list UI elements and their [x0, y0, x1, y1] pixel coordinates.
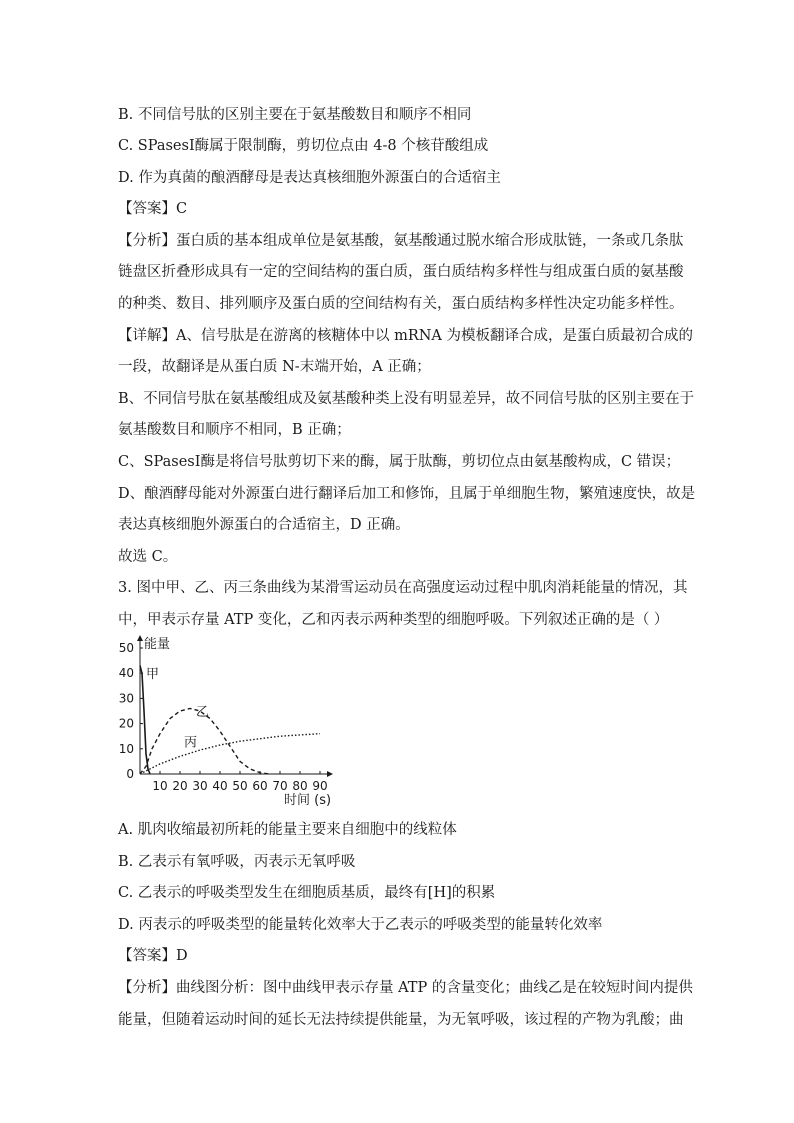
x-tick-label: 40 — [212, 779, 228, 793]
text-line: B. 不同信号肽的区别主要在于氨基酸数目和顺序不相同 — [118, 107, 472, 123]
text-line: D、酿酒酵母能对外源蛋白进行翻译后加工和修饰，且属于单细胞生物，繁殖速度快，故是 — [118, 486, 696, 502]
x-tick-label: 20 — [172, 779, 188, 793]
x-tick-label: 90 — [312, 779, 328, 793]
y-tick-label: 0 — [126, 767, 134, 781]
x-tick-label: 50 — [232, 779, 248, 793]
text-line: 的种类、数目、排列顺序及蛋白质的空间结构有关，蛋白质结构多样性决定功能多样性。 — [118, 296, 684, 312]
text-line: 一段，故翻译是从蛋白质 N-末端开始，A 正确； — [118, 359, 431, 375]
text-line: 【分析】蛋白质的基本组成单位是氨基酸，氨基酸通过脱水缩合形成肽链，一条或几条肽 — [118, 233, 684, 249]
series-line-3 — [140, 734, 320, 774]
y-axis-label: 能量 — [144, 637, 171, 652]
text-line: 氨基酸数目和顺序不相同，B 正确； — [118, 422, 351, 438]
y-tick-label: 30 — [118, 691, 134, 706]
y-tick-label: 10 — [118, 741, 134, 756]
text-line: 能量，但随着运动时间的延长无法持续提供能量，为无氧呼吸，该过程的产物为乳酸；曲 — [118, 1012, 684, 1028]
y-tick-label: 20 — [118, 716, 134, 731]
text-line: A. 肌肉收缩最初所耗的能量主要来自细胞中的线粒体 — [118, 822, 457, 838]
text-line: 【答案】D — [118, 948, 188, 964]
x-tick-label: 30 — [192, 779, 208, 793]
text-line: 3. 图中甲、乙、丙三条曲线为某滑雪运动员在高强度运动过程中肌肉消耗能量的情况，其 — [118, 580, 688, 596]
x-tick-label: 70 — [272, 779, 288, 793]
text-line: 【答案】C — [118, 201, 188, 217]
x-tick-label: 10 — [152, 779, 168, 793]
series-label: 甲 — [146, 667, 160, 683]
text-line: C. 乙表示的呼吸类型发生在细胞质基质，最终有[H]的积累 — [118, 885, 496, 901]
x-axis-label: 时间 (s) — [284, 793, 332, 808]
text-line: 表达真核细胞外源蛋白的合适宿主，D 正确。 — [118, 517, 410, 533]
text-line: 【分析】曲线图分析：图中曲线甲表示存量 ATP 的含量变化；曲线乙是在较短时间内提供 — [118, 980, 693, 996]
series-label: 丙 — [184, 735, 198, 751]
text-line: 链盘区折叠形成具有一定的空间结构的蛋白质，蛋白质结构多样性与组成蛋白质的氨基酸 — [118, 264, 684, 280]
text-line: C、SPasesⅠ酶是将信号肽剪切下来的酶，属于肽酶，剪切位点由氨基酸构成，C 错误； — [118, 454, 681, 470]
text-line: B、不同信号肽在氨基酸组成及氨基酸种类上没有明显差异，故不同信号肽的区别主要在于 — [118, 391, 695, 407]
x-tick-label: 60 — [252, 779, 268, 793]
text-line: 故选 C。 — [118, 549, 178, 565]
text-line: 【详解】A、信号肽是在游离的核糖体中以 mRNA 为模板翻译合成，是蛋白质最初合成的 — [118, 328, 694, 344]
text-line: 中，甲表示存量 ATP 变化，乙和丙表示两种类型的细胞呼吸。下列叙述正确的是（ ） — [118, 612, 669, 628]
energy-time-chart — [112, 628, 342, 808]
y-tick-label: 50 — [118, 641, 134, 655]
text-line: B. 乙表示有氧呼吸，丙表示无氧呼吸 — [118, 854, 356, 870]
y-tick-label: 40 — [118, 666, 134, 681]
series-label: 乙 — [196, 705, 210, 721]
text-line: D. 丙表示的呼吸类型的能量转化效率大于乙表示的呼吸类型的能量转化效率 — [118, 917, 603, 933]
text-line: D. 作为真菌的酿酒酵母是表达真核细胞外源蛋白的合适宿主 — [118, 170, 501, 186]
text-line: C. SPasesⅠ酶属于限制酶，剪切位点由 4-8 个核苷酸组成 — [118, 138, 489, 154]
x-tick-label: 80 — [292, 779, 308, 793]
